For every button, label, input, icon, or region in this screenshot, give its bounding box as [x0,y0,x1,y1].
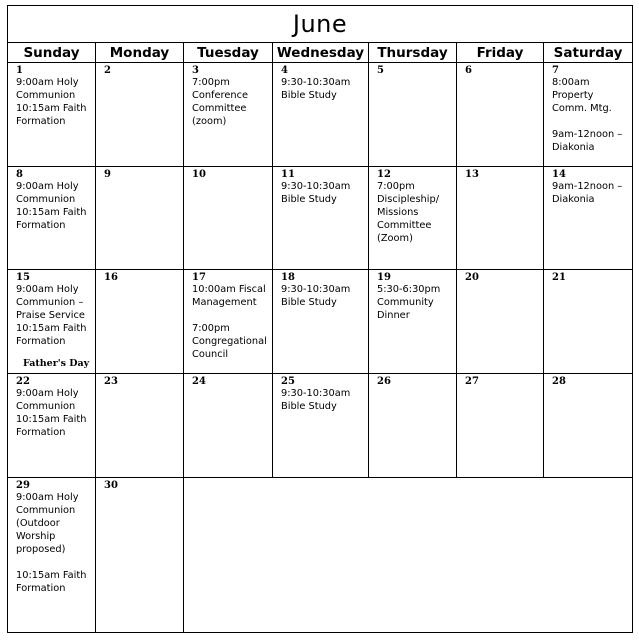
day-cell [544,374,633,478]
event-text: 9:00am Holy Communion (Outdoor Worship proposed) [16,491,79,555]
day-cell [96,166,184,270]
day-number: 6 [465,65,472,76]
day-cell [184,270,273,374]
day-number: 1 [16,65,23,76]
day-number: 28 [552,376,566,388]
day-cell-content [369,167,456,270]
day-cell-content [544,167,632,270]
day-number: 3 [192,65,199,76]
event-text: 10:15am Faith Formation [16,103,87,127]
event-text: 7:00pm Conference Committee (zoom) [192,77,248,127]
day-cell [273,63,369,167]
day-number: 16 [104,272,118,284]
day-cell [273,374,369,478]
day-number: 21 [552,272,566,284]
day-cell [184,166,273,270]
event-text: 9am-12noon – Diakonia [552,180,623,205]
day-header-thursday: Thursday [369,43,457,63]
day-cell-content [8,374,95,477]
day-number: 15 [16,272,30,284]
empty-cell [184,477,633,632]
day-number: 20 [465,272,479,284]
event-text: 9:30-10:30am Bible Study [281,388,351,413]
day-cell-content [184,63,272,166]
day-cell-content [96,167,183,270]
event-text: 7:00pm Congregational Council [192,323,267,361]
day-cell-content [544,63,632,166]
day-cell [273,270,369,374]
month-title: June [292,10,348,38]
day-cell [96,477,184,632]
event-text: 9:00am Holy Communion – Praise Service [16,284,85,322]
event-text: 9:00am Holy Communion [16,77,79,101]
day-cell-content [273,63,368,166]
day-number: 8 [16,168,23,180]
day-number: 26 [377,376,391,388]
day-number: 29 [16,479,30,491]
event-text: 8:00am Property Comm. Mtg. [552,77,612,114]
day-cell-content [273,167,368,270]
event-spacer [192,309,269,322]
week-row [8,477,633,632]
day-cell-content [544,374,632,477]
day-number: 13 [465,168,479,180]
day-cell-content [184,270,272,373]
day-cell [457,270,544,374]
day-cell-content [8,478,95,632]
day-header-saturday: Saturday [544,43,633,63]
day-cell-content [273,374,368,477]
day-cell [8,477,96,632]
day-number: 11 [281,168,295,180]
day-cell-content [369,270,456,373]
event-text: 7:00pm Discipleship/ Missions Committee (Zoom) [377,180,440,244]
day-number: 18 [281,272,295,284]
week-row [8,63,633,167]
day-number: 7 [552,65,559,76]
day-cell [544,166,633,270]
calendar-header [8,6,633,43]
day-cell [544,63,633,167]
day-cell [96,374,184,478]
day-cell-content [184,374,272,477]
day-cell-content [544,270,632,373]
day-header-friday: Friday [457,43,544,63]
day-cell-content [457,374,543,477]
calendar-grid [8,63,633,633]
day-number: 24 [192,376,206,388]
week-row [8,166,633,270]
day-cell [457,374,544,478]
day-header-monday: Monday [96,43,184,63]
day-cell [8,270,96,374]
day-cell-content [96,270,183,373]
day-number: 27 [465,376,479,388]
event-text: 10:15am Faith Formation [16,206,87,231]
day-number: 22 [16,376,30,388]
day-number: 17 [192,272,206,284]
day-cell-content [8,270,95,373]
day-cell-content [96,63,183,166]
day-number: 2 [104,65,111,76]
day-cell [184,374,273,478]
day-cell-content [457,63,543,166]
day-header-wednesday: Wednesday [273,43,369,63]
day-cell-content [96,374,183,477]
day-cell-content [184,167,272,270]
day-cell [544,270,633,374]
event-text: 10:00am Fiscal Management [192,284,266,309]
holiday-note: Father's Day [23,358,90,370]
june-calendar [7,5,633,633]
day-cell-content [457,270,543,373]
day-number: 30 [104,479,118,491]
event-text: 10:15am Faith Formation [16,323,87,348]
day-cell [96,63,184,167]
event-text: 5:30-6:30pm Community Dinner [377,284,441,322]
event-text: 9:00am Holy Communion [16,180,79,205]
day-cell-content [457,167,543,270]
event-text: 10:15am Faith Formation [16,414,87,439]
day-cell [369,374,457,478]
day-cell-content [273,270,368,373]
day-cell-content [369,374,456,477]
day-cell [273,166,369,270]
day-cell [96,270,184,374]
day-number: 12 [377,168,391,180]
day-number: 9 [104,168,111,180]
day-number: 5 [377,65,384,76]
day-cell [457,63,544,167]
day-cell [8,166,96,270]
event-text: 9:30-10:30am Bible Study [281,77,351,101]
week-row [8,374,633,478]
day-cell [369,166,457,270]
day-cell [184,63,273,167]
day-number: 25 [281,376,295,388]
day-header-tuesday: Tuesday [184,43,273,63]
day-number: 19 [377,272,391,284]
event-text: 9:30-10:30am Bible Study [281,180,351,205]
day-cell-content [8,63,95,166]
event-spacer [552,115,629,128]
day-cell [8,374,96,478]
day-cell-content [8,167,95,270]
day-cell-content [96,478,183,632]
event-text: 9:00am Holy Communion [16,388,79,413]
event-text: 9am-12noon – Diakonia [552,129,623,153]
day-header-sunday: Sunday [8,43,96,63]
event-spacer [16,556,92,569]
day-number: 14 [552,168,566,180]
day-number: 10 [192,168,206,180]
day-cell [457,166,544,270]
day-number: 4 [281,65,288,76]
day-cell [8,63,96,167]
week-row [8,270,633,374]
event-text: 9:30-10:30am Bible Study [281,284,351,309]
day-cell [369,63,457,167]
day-number: 23 [104,376,118,388]
day-cell [369,270,457,374]
event-text: 10:15am Faith Formation [16,569,87,594]
day-cell-content [369,63,456,166]
